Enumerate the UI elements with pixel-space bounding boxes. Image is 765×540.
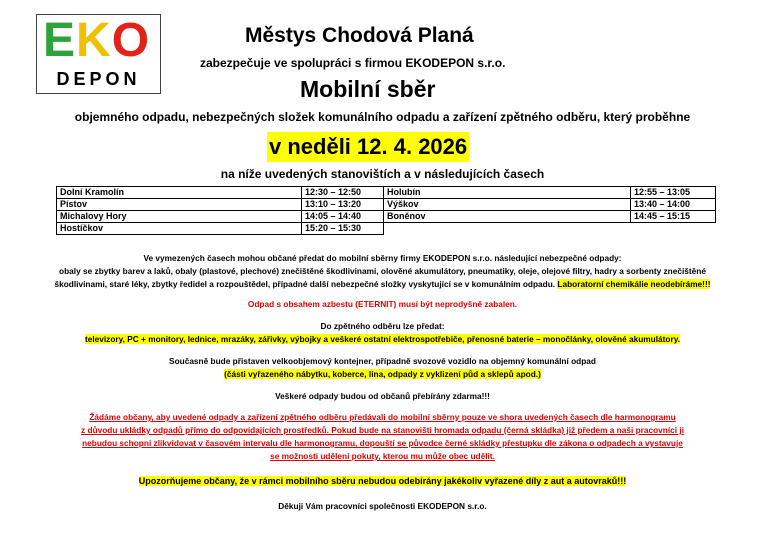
takeback-intro: Do zpětného odběru lze předat: [320, 321, 445, 331]
ekodepon-logo [36, 14, 161, 94]
place-cell: Hostíčkov [57, 223, 302, 235]
thanks-note: Děkuji Vám pracovníci společnosti EKODEPON s.r.o. [278, 501, 487, 511]
takeback-items-line [0, 333, 765, 346]
description: objemného odpadu, nebezpečných složek komunálního odpadu a zařízení zpětného odběru, který proběhne [74, 110, 691, 124]
stations-intro: na níže uvedených stanovištích a v následujících časech [220, 167, 545, 181]
container-items: (části vyřazeného nábytku, koberce, lina, odpady z vyklizení půd a sklepů apod.) [224, 369, 541, 379]
heading: Mobilní sběr [300, 76, 436, 102]
place-cell: Michalovy Hory [57, 211, 302, 223]
asbestos-note: Odpad s obsahem azbestu (ETERNIT) musí být neprodyšně zabalen. [247, 299, 518, 309]
hazardous-list-2 [0, 278, 765, 291]
empty-cell [631, 223, 716, 235]
logo-brand-top: EKO [43, 14, 151, 67]
table-row [57, 211, 716, 223]
table-row [57, 223, 716, 235]
table-row [57, 199, 716, 211]
event-date: v neděli 12. 4. 2026 [267, 132, 469, 162]
time-cell: 14:45 – 15:15 [631, 211, 716, 223]
place-cell: Výškov [384, 199, 631, 211]
warning-line: se možnosti udělení pokuty, kterou mu může obec udělit. [270, 451, 495, 461]
warning-line: z důvodu ukládky odpadů přímo do odpovídajících prostředků. Pokud bude na stanovišti hromada odpadu (černá skládka) již předem a naši pracovníci ji [80, 425, 685, 435]
place-cell: Dolní Kramolín [57, 187, 302, 199]
lab-chemicals-note: Laboratorní chemikálie neodebíráme!!! [557, 279, 711, 289]
hazardous-intro: Ve vymezených časech mohou občané předat do mobilní sběrny firmy EKODEPON s.r.o. následující nebezpečné odpady: [143, 253, 622, 263]
free-note: Veškeré odpady budou od občanů přebírány zdarma!!! [275, 391, 490, 401]
place-cell: Pístov [57, 199, 302, 211]
warning-line: nebudou schopni zlikvidovat v časovém intervalu dle harmonogramu, dopouští se původce černé skládky přestupku dle zákona o odpadech a vystavuje [82, 438, 683, 448]
container-items-line [0, 368, 765, 381]
car-parts-line [0, 475, 765, 488]
time-cell: 12:55 – 13:05 [631, 187, 716, 199]
schedule-table [56, 186, 716, 235]
page-title: Městys Chodová Planá [245, 24, 474, 47]
container-note: Současně bude přistaven velkoobjemový kontejner, případně svozové vozidlo na objemný komunální odpad [169, 356, 596, 366]
table-row [57, 187, 716, 199]
hazardous-list-text: škodlivinami, staré léky, zbytky ředidel a rozpouštědel, případné další nebezpečné složky vyskytující se v komunálním odpadu. [54, 279, 556, 289]
place-cell: Boněnov [384, 211, 631, 223]
empty-cell [384, 223, 631, 235]
time-cell: 12:30 – 12:50 [302, 187, 384, 199]
time-cell: 15:20 – 15:30 [302, 223, 384, 235]
time-cell: 13:40 – 14:00 [631, 199, 716, 211]
hazardous-list-1: obaly se zbytky barev a laků, obaly (plastové, plechové) znečištěné škodlivinami, olověné akumulátory, pneumatiky, oleje, olejové filtry, hadry a sorbenty znečištěné [59, 266, 706, 276]
takeback-items: televizory, PC + monitory, lednice, mrazáky, zářivky, výbojky a veškeré ostatní elektrospotřebiče, přenosné baterie – monočlánky, olověné akumulátory. [84, 334, 681, 344]
logo-brand-bottom: DEPON [56, 69, 141, 89]
place-cell: Holubín [384, 187, 631, 199]
warning-line: Žádáme občany, aby uvedené odpady a zařízení zpětného odběru předávali do mobilní sběrny pouze ve shora uvedených časech dle harmonogramu [89, 412, 676, 422]
car-parts-note: Upozorňujeme občany, že v rámci mobilního sběru nebudou odebírány jakékoliv vyřazené díly z aut a autovraků!!! [138, 476, 627, 486]
time-cell: 14:05 – 14:40 [302, 211, 384, 223]
time-cell: 13:10 – 13:20 [302, 199, 384, 211]
subtitle: zabezpečuje ve spolupráci s firmou EKODEPON s.r.o. [200, 56, 506, 70]
